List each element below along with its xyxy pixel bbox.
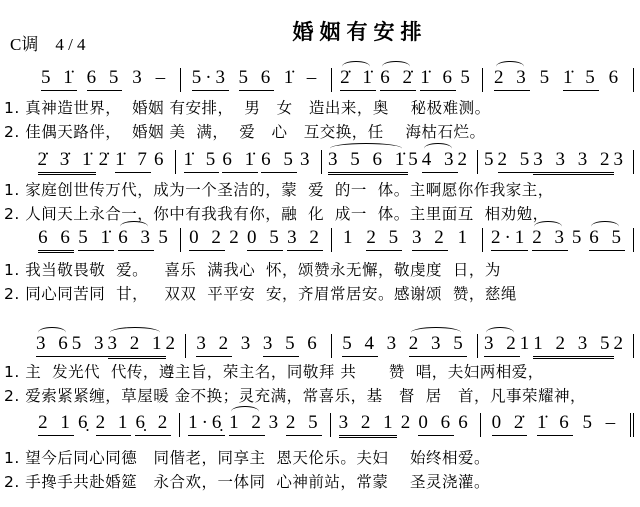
measure bbox=[483, 68, 634, 92]
note-group: 5 bbox=[484, 149, 498, 170]
measure bbox=[186, 334, 332, 358]
notation-line bbox=[30, 150, 634, 180]
note-group: 3 bbox=[299, 149, 314, 170]
note-group: 6 bbox=[307, 333, 321, 354]
note-group: 3 2 bbox=[196, 334, 232, 357]
note-group: 1·6̣ bbox=[188, 413, 225, 436]
note-group: 3 3 3 2 bbox=[533, 150, 613, 175]
lyrics-verse-2: 2. 爱索紧紧缠，草屋暖 金不换；灵充满，常喜乐，基 督 居 首，凡事荣耀神， bbox=[4, 387, 587, 405]
measure bbox=[30, 334, 186, 358]
note-group: 2 5 bbox=[498, 150, 534, 173]
lyrics-verse-2: 2. 人间天上永合一，你中有我我有你，融 化 成一 体。主里面互 相劝勉， bbox=[4, 205, 549, 223]
measure bbox=[331, 413, 481, 437]
note-group: 1̇ 7 bbox=[115, 150, 151, 173]
measure bbox=[322, 150, 478, 174]
note-group: 3 bbox=[386, 333, 401, 354]
measure bbox=[478, 334, 634, 358]
note-group: 6 bbox=[608, 67, 623, 88]
note-group: 6 6 bbox=[38, 228, 74, 253]
measure bbox=[181, 68, 332, 92]
note-group: 1 2 bbox=[229, 413, 265, 436]
note-group: 2 5 bbox=[366, 228, 402, 251]
note-group: 3 bbox=[613, 149, 627, 170]
notation-line bbox=[30, 68, 634, 98]
note-group: 6̣ 2 bbox=[135, 413, 171, 436]
measure bbox=[332, 228, 483, 252]
lyrics-verse-1: 1. 主 发光代 代传，遵主旨，荣主名，同敬拜 共 赞 唱，夫妇两相爱， bbox=[4, 363, 544, 381]
note-group: 3 5 bbox=[263, 334, 299, 357]
note-group: 3 bbox=[240, 333, 255, 354]
note-group: 6̣ bbox=[77, 412, 92, 433]
note-group: 6 2̇ bbox=[380, 68, 416, 91]
note-group: 2 1 bbox=[96, 413, 132, 436]
note-group: 3 2 1 bbox=[339, 413, 397, 438]
note-group: 3 6 bbox=[36, 334, 72, 357]
note-group: 0 2̇ bbox=[492, 413, 528, 436]
note-group: 3 5 6 1̇ bbox=[328, 150, 408, 175]
notation-line bbox=[30, 413, 634, 443]
note-group: 1̇ 6 bbox=[420, 68, 456, 91]
lyrics-verse-1: 1. 真神造世界， 婚姻 有安排， 男 女 造出来，奥 秘极难测。 bbox=[4, 99, 491, 117]
lyrics-verse-1: 1. 家庭创世传万代，成为一个圣洁的，蒙 爱 的一 体。主啊愿你作我家主， bbox=[4, 181, 554, 199]
note-group: 5 bbox=[460, 67, 474, 88]
measure bbox=[30, 413, 180, 437]
note-group: 6 3 bbox=[118, 228, 154, 251]
note-group: 6 1̇ bbox=[222, 150, 258, 173]
note-group: – bbox=[605, 412, 620, 433]
note-group: 3 2 bbox=[287, 228, 323, 251]
lyrics-verse-2: 2. 佳偶天路伴， 婚姻 美 满， 爱 心 互交换，任 海枯石烂。 bbox=[4, 123, 486, 141]
note-group: 2 bbox=[400, 412, 415, 433]
measure bbox=[176, 150, 322, 174]
note-group: 5 1̇ bbox=[78, 228, 114, 251]
note-group: 5·3 bbox=[192, 68, 229, 91]
note-group: 2 bbox=[457, 149, 471, 170]
measure bbox=[181, 228, 332, 252]
measure bbox=[332, 334, 478, 358]
note-group: 6 bbox=[458, 412, 472, 433]
note-group: 3 bbox=[268, 412, 283, 433]
note-group: – bbox=[155, 67, 170, 88]
key-signature: C调 4 / 4 bbox=[10, 35, 86, 54]
note-group: 1 bbox=[342, 227, 357, 248]
note-group: 2 1 bbox=[38, 413, 74, 436]
note-group: 5 bbox=[539, 67, 554, 88]
measure bbox=[180, 413, 330, 437]
note-group: 1 bbox=[519, 333, 534, 354]
note-group: 6 5 bbox=[589, 228, 625, 251]
note-group: 0 2 bbox=[189, 228, 225, 251]
lyrics-verse-2: 2. 手搀手共赴婚筵 永合欢，一体同 心神前站，常蒙 圣灵浇灌。 bbox=[4, 473, 491, 491]
note-group: 5 3 bbox=[72, 334, 108, 357]
note-group: 5 6 bbox=[239, 68, 275, 91]
measure bbox=[30, 228, 181, 252]
measure bbox=[483, 228, 634, 252]
measure bbox=[30, 68, 181, 92]
note-group: 5 4 bbox=[342, 334, 378, 357]
measure bbox=[30, 150, 176, 174]
note-group: 5 bbox=[582, 412, 596, 433]
lyrics-verse-2: 2. 同心同苦同 甘， 双双 平平安 安，齐眉常居安。感谢颂 赞，慈绳 bbox=[4, 285, 517, 303]
note-group: 3 2 bbox=[412, 228, 448, 251]
notation-line bbox=[30, 228, 634, 258]
note-group: 2̇ bbox=[98, 149, 113, 170]
note-group: 5 bbox=[158, 227, 172, 248]
note-group: 5 bbox=[408, 149, 422, 170]
note-group: 1̇ 6 bbox=[537, 413, 573, 436]
note-group: 1̇ 5 bbox=[563, 68, 599, 91]
note-group: 3 2 bbox=[484, 334, 520, 357]
note-group: 6 bbox=[153, 149, 168, 170]
note-group: 2 5 bbox=[286, 413, 322, 436]
note-group: 1̇ 5 bbox=[184, 150, 220, 173]
note-group: 2 bbox=[613, 333, 627, 354]
note-group: 2 bbox=[229, 227, 243, 248]
note-group: 4 3 bbox=[422, 150, 458, 173]
lyrics-verse-1: 1. 我当敬畏敬 爱。 喜乐 满我心 怀，颂赞永无懈，敬虔度 日，为 bbox=[4, 261, 501, 279]
note-group: 2̇ 3̇ 1̇ bbox=[38, 150, 96, 175]
note-group: 2 3 bbox=[494, 68, 530, 91]
lyrics-verse-1: 1. 望今后同心同德 同偕老，同享主 恩天伦乐。夫妇 始终相爱。 bbox=[4, 449, 491, 467]
note-group: 2 3 bbox=[532, 228, 568, 251]
note-group: 6 5 bbox=[87, 68, 123, 91]
note-group: 3 2 1 bbox=[108, 334, 166, 359]
note-group: 6 5 bbox=[261, 150, 297, 173]
song-title: 婚姻有安排 bbox=[292, 20, 428, 44]
note-group: 0 6 bbox=[418, 413, 454, 436]
note-group: 5 1̇ bbox=[41, 68, 77, 91]
note-group: 2 bbox=[165, 333, 179, 354]
note-group: 3 bbox=[132, 67, 146, 88]
measure bbox=[332, 68, 483, 92]
note-group: 2 3 5 bbox=[409, 334, 467, 357]
note-group: – bbox=[306, 67, 321, 88]
note-group: 1 bbox=[457, 227, 472, 248]
note-group: 5 bbox=[571, 227, 586, 248]
note-group: 2·1 bbox=[491, 228, 528, 251]
note-group: 0 5 bbox=[247, 228, 283, 251]
measure bbox=[478, 150, 634, 174]
note-group: 2̇ 1̇ bbox=[340, 68, 376, 91]
note-group: 1̇ bbox=[283, 67, 298, 88]
note-group: 1 2 3 5 bbox=[533, 334, 613, 359]
measure bbox=[481, 413, 634, 437]
